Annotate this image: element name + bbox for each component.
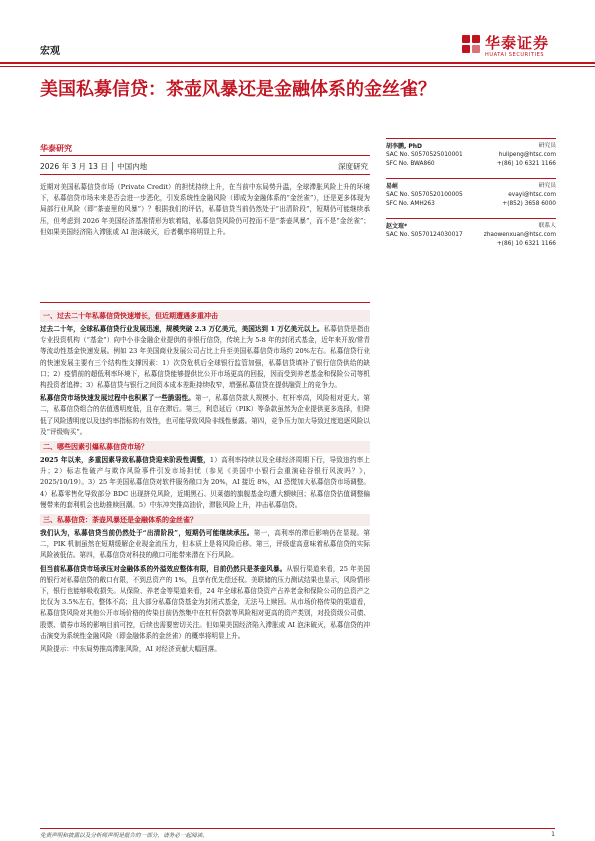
author-role: 研究员 — [538, 183, 556, 189]
logo-text-cn: 华泰证券 — [485, 34, 550, 52]
section-heading: 三、私募信贷：茶壶风暴还是金融体系的金丝雀？ — [40, 514, 370, 526]
logo-mark-icon — [462, 35, 480, 53]
report-type: 深度研究 — [338, 162, 368, 171]
section-heading: 二、哪些因素引爆私募信贷市场？ — [40, 441, 370, 453]
author-name: 易峘 — [386, 183, 399, 190]
disclaimer-note: 免责声明和披露以及分析师声明是报告的一部分，请务必一起阅读。 — [40, 833, 208, 839]
section-paragraph: 但当前私募信贷市场承压对金融体系的外溢效应整体有限，目前仍然只是茶壶风暴。从银行渠道来看，25 年美国的银行对私募信贷的敞口有限，不到总资产的 1%，且享有优先偿还权。美联储的压力测试结果也显示，风险情形下，银行也能够吸收损失。从保险、养老金等渠道来看，24 年全球私募信贷资产占养老金和保险公司的总资产之比仅为 3.5%左右，整体不高；且大部分私募信贷基金为封闭式基金，无法马上赎回。从市场价格传染的渠道看，私募信贷风险对其他公开市场价格的传染目前仍然集中在杠杆贷款等风险相对更高的资产类别，对投资级公司债、股票、债券市场的影响目前可控，后续也需要密切关注。但如果美国经济陷入滞胀或 AI 泡沫破灭，私募信贷的冲击演变为系统性金融风险（即金融体系的金丝雀）的概率将明显上升。 — [40, 564, 370, 640]
report-date-region: 2026 年 3 月 13 日 │ 中国内地 — [40, 162, 148, 171]
company-logo — [462, 35, 549, 58]
author-sac: SAC No. S0570124030017 — [386, 232, 463, 238]
research-series: 华泰研究 — [40, 144, 72, 153]
report-summary: 近期对美国私募信贷市场（Private Credit）的担忧持续上升，在当前中东局势升温，全球滞胀风险上升的环境下，私募信贷市场未来是否会进一步恶化，引发系统性金融风险（即成为金融体系的“金丝雀”），还是更多体现为局部行业风险（即“茶壶里的风暴”）？根据我们的评估，私募信贷当前仍然处于“出清阶段”，短期仍可能继续承压，但考虑到 2026 年美国经济基准情形为软着陆，私募信贷风险仍可控而不是“茶壶风暴”，而不是“金丝雀”；但如果美国经济陷入滞胀或 AI 泡沫破灭，后者概率将明显上升。 — [40, 183, 370, 236]
section-paragraph: 过去二十年，全球私募信贷行业发展迅速，规模突破 2.3 万亿美元，美国达到 1 万亿美元以上。私募信贷是指由专业投资机构（“基金”）向中小非金融企业提供的非银行信贷，传统上为 5-8 年的封闭式基金，近年来开放/常青等流动性基金快速发展。例如 23 年美国商业发展公司占比上升至美国私募信贷市场约 20%左右。私募信贷行业的快速发展主要有三个结构性支撑因素：1）次贷危机后全球银行监管加强，私募信贷填补了银行信贷供给的缺口；2）疫情前的超低利率环境下，私募信贷能够提供比公开市场更高的回报，因而受到养老基金和保险公司等机构投资者追捧；3）私募信贷与银行之间资本成本差距持续收窄，增强私募信贷在提供融资上的竞争力。 — [40, 325, 371, 390]
author-email[interactable]: hulipeng@htsc.com — [498, 152, 556, 158]
header-divider — [0, 62, 595, 64]
author-phone: +(852) 3658 6000 — [502, 201, 556, 207]
author-sfc: SFC No. BWA860 — [386, 161, 435, 167]
header-divider-thin — [0, 66, 595, 67]
author-phone: +(86) 10 6321 1166 — [496, 161, 556, 167]
report-body — [40, 307, 370, 657]
meta-divider-bottom — [40, 174, 370, 175]
author-sac: SAC No. S0570520100005 — [386, 192, 463, 198]
author-sfc: SFC No. AMH263 — [386, 201, 435, 207]
author-card — [386, 218, 556, 249]
risk-warning: 风险提示：中东局势推高滞胀风险，AI 对经济贡献大幅回落。 — [40, 645, 221, 654]
section-heading: 一、过去二十年私募信贷快速增长，但近期遭遇多重冲击 — [40, 310, 370, 322]
footer-divider — [40, 828, 555, 829]
page-number: 1 — [551, 831, 555, 838]
author-sidebar — [386, 138, 556, 258]
author-name: 胡李鹏, PhD — [386, 143, 423, 150]
author-sac: SAC No. S0570525010001 — [386, 152, 463, 158]
section-paragraph: 我们认为，私募信贷当前仍然处于“出清阶段”，短期仍可能继续承压。第一，高利率的滞后影响仍在显现。第二，PIK 机制虽然在短期缓解企业现金流压力，但本质上是将风险后移。第三，评级虚高意味着私募信贷的实际风险被低估。第四，私募信贷对科技的敞口可能带来潜在下行风险。 — [40, 529, 370, 560]
author-email[interactable]: zhaowenxuan@htsc.com — [483, 232, 556, 238]
logo-text-en: HUATAI SECURITIES — [485, 52, 545, 58]
section-paragraph: 私募信贷市场快速发展过程中也积累了一些脆弱性。第一，私募信贷款人规模小、杠杆率高，风险相对更大。第二，私募信贷组合的估值透明度低，且存在滞后。第三，利息延后（PIK）等条款虽然为企业提供更多选择，但降低了风险透明度以及违约率指标的有效性，也可能导致风险非线性暴露。第四，竞争压力加大导致过度追逐风险以及“评级购买”。 — [40, 394, 371, 436]
author-phone: +(86) 10 6321 1166 — [496, 241, 556, 247]
summary-divider — [40, 302, 370, 303]
author-name: 赵文瑄* — [386, 223, 408, 230]
author-card — [386, 178, 556, 209]
section-paragraph: 2025 年以来，多重因素导致私募信贷迎来阶段性调整，1）高利率持续以及全球经济周期下行，导致违约率上升；2）标志性破产与欺诈风险事件引发市场担忧（参见《美国中小银行会重演硅谷银行风波吗？》，2025/10/19）。3）25 年美国私募信贷对软件服务敞口为 20%，AI 接近 8%，AI 恐慌加大私募信贷市场调整。4）私募零售化导致部分 BDC 出现挤兑风险，近期黑石、贝莱德的旗舰基金均遭大额赎回；私募信贷估值调整偏慢带来的套利机会也助推赎回潮。5）中东冲突推高油价，滞胀风险上升，冲击私募信贷。 — [40, 456, 370, 509]
meta-divider-top — [40, 155, 370, 156]
author-role: 研究员 — [538, 143, 556, 149]
author-role: 联系人 — [538, 223, 556, 229]
author-card — [386, 138, 556, 169]
author-email[interactable]: evayi@htsc.com — [508, 192, 556, 198]
report-title: 美国私募信贷：茶壶风暴还是金融体系的金丝雀？ — [40, 79, 436, 100]
report-category-tag: 宏观 — [40, 46, 60, 57]
